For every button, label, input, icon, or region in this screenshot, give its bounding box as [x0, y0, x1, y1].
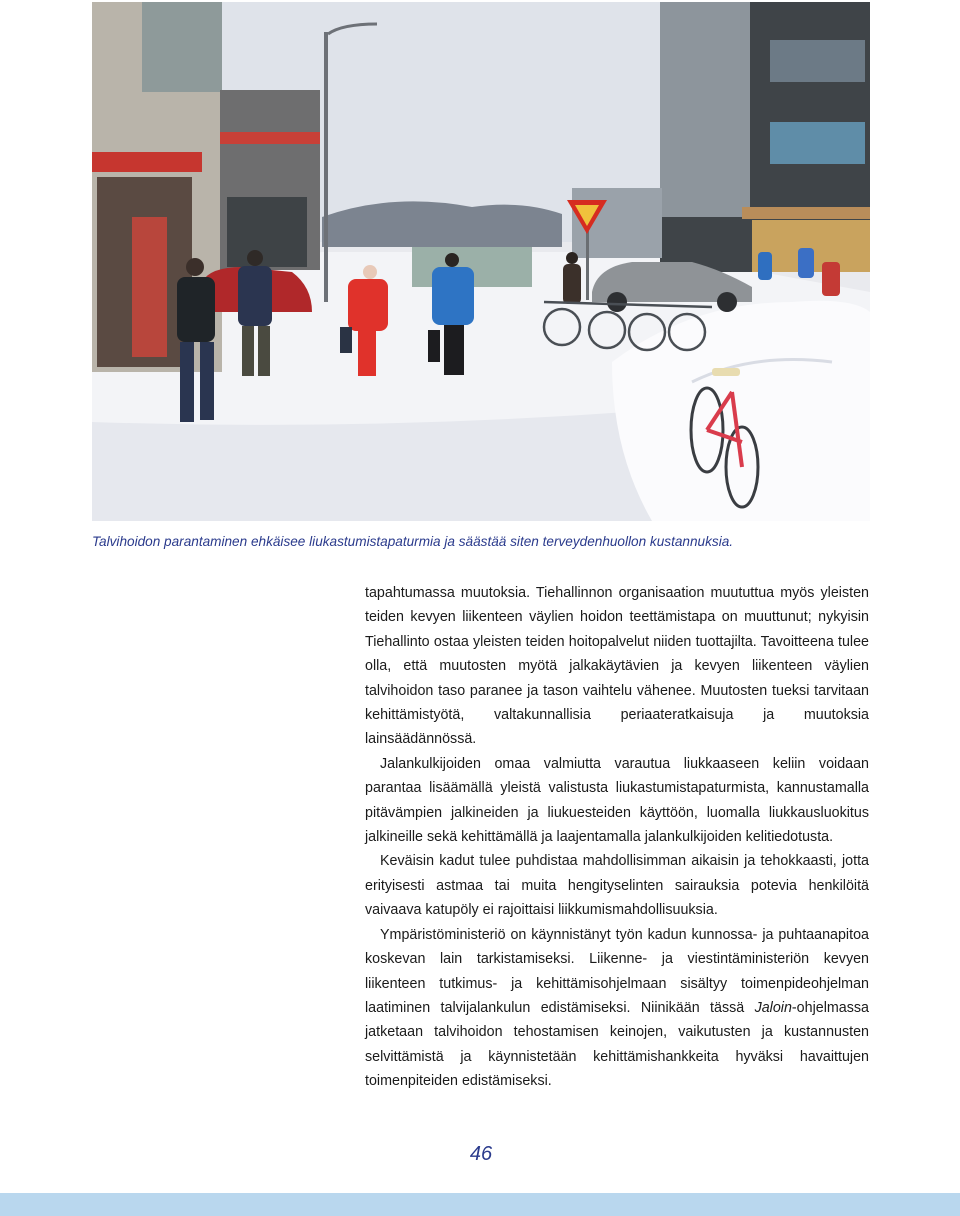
- program-name-jaloin: Jaloin: [754, 999, 792, 1016]
- paragraph-3: Keväisin kadut tulee puhdistaa mahdollisimman aikaisin ja tehokkaasti, jotta erityisesti astmaa tai muita hengityselinten sairauksia potevia henkilöitä vaivaava katupöly ei rajoittaisi liikkumismahdollisuuksia.: [365, 853, 869, 919]
- photo-caption: Talvihoidon parantaminen ehkäisee liukastumistapaturmia ja säästää siten terveydenhuollon kustannuksia.: [92, 534, 734, 549]
- article-body: [365, 581, 869, 1094]
- page-number: 46: [469, 1143, 493, 1165]
- paragraph-4-text: Ympäristöministeriö on käynnistänyt työn kadun kunnossa- ja puhtaanapitoa koskevan lain tarkistamiseksi. Liikenne- ja viestintäministeriön kevyen liikenteen tutkimus- ja kehittämisohjelmaan sisältyy toimenpideohjelman laatiminen talvijalankulun edistämiseksi. Niinikään tässä: [365, 926, 869, 1016]
- paragraph-4-rest: -ohjelmassa jatketaan talvihoidon tehostamisen keinojen, vaikutusten ja kustannusten selvittämistä ja käynnistetään kehittämishankkeita hyväksi havaittujen toimenpiteiden edistämiseksi.: [365, 999, 869, 1090]
- paragraph-1: tapahtumassa muutoksia. Tiehallinnon organisaation muututtua myös yleisten teiden kevyen liikenteen väylien hoidon teettämistapa on muuttunut; nykyisin Tiehallinto ostaa yleisten teiden hoitopalvelut niiden tuottajilta. Tavoitteena tulee olla, että muutosten myötä jalkakäytävien ja kevyen liikenteen väylien talvihoidon taso paranee ja tason vaihtelu vähenee. Muutosten tueksi tarvitaan kehittämistyötä, valtakunnallisia periaateratkaisuja ja muutoksia lainsäädännössä.: [365, 585, 869, 748]
- winter-street-photo: [92, 2, 870, 521]
- paragraph-4: [365, 923, 869, 1094]
- paragraph-2: Jalankulkijoiden omaa valmiutta varautua liukkaaseen keliin voidaan parantaa lisäämällä yleistä valistusta liukastumistapaturmista, kannustamalla pitävämpien jalkineiden ja liukuesteiden käyttöön, luomalla liukkausluokitus jalkineille sekä kehittämällä ja laajentamalla jalankulkijoiden kelitiedotusta.: [365, 755, 869, 846]
- footer-band: [0, 1193, 960, 1216]
